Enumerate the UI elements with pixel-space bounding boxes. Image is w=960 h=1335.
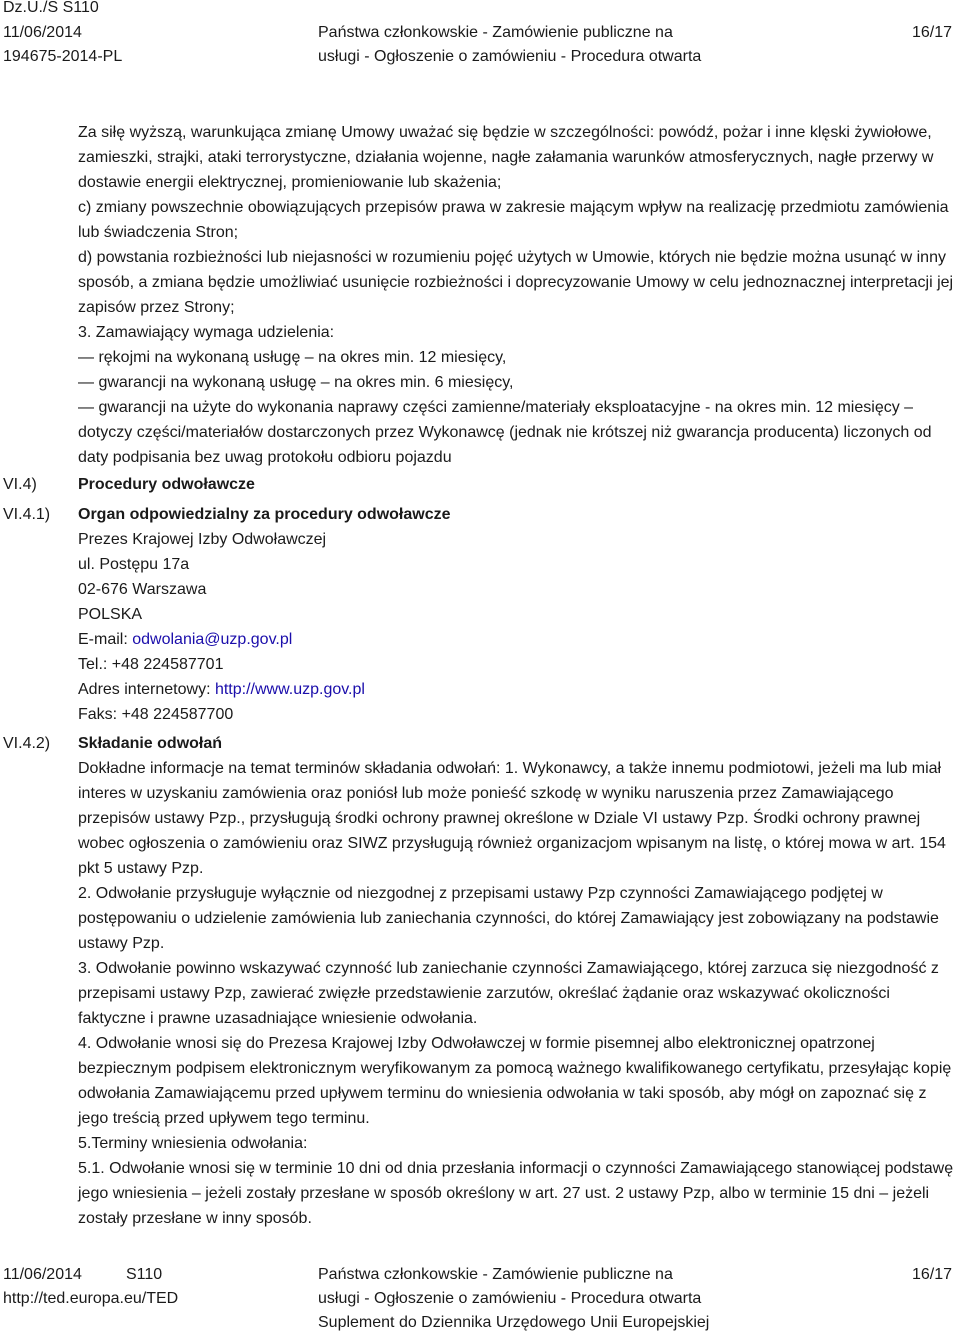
address-line: Prezes Krajowej Izby Odwoławczej [78,531,327,548]
section-vi42 [78,731,960,1231]
fax-row: Faks: +48 224587700 [78,706,234,723]
footer-supplement: Suplement do Dziennika Urzędowego Unii Europejskiej [318,1314,710,1331]
address-line: POLSKA [78,606,143,623]
email-link[interactable]: odwolania@uzp.gov.pl [132,631,293,648]
website-row [78,677,960,702]
website-label: Adres internetowy: [78,681,215,698]
header-title-line1: Państwa członkowskie - Zamówienie publiczne na [318,24,673,41]
paragraph: 3. Odwołanie powinno wskazywać czynność lub zaniechanie czynności Zamawiającego, której zarzuca się niezgodność z przepisami ustawy Pzp, zawierać zwięzłe przedstawienie zarzutów, określać żądanie oraz wskazywać okoliczności faktyczne i prawne uzasadniające wniesienie odwołania. [78,960,939,1027]
list-item: — gwarancji na użyte do wykonania naprawy części zamienne/materiały eksploatacyjne - na okres min. 12 miesięcy – dotyczy części/materiałów dostarczonych przez Wykonawcę (jednak nie krótszej niż gwarancja producenta) liczonych od daty podpisania bez uwag protokołu odbioru pojazdu [78,399,932,466]
list-item: — rękojmi na wykonaną usługę – na okres min. 12 miesięcy, [78,349,507,366]
phone-row: Tel.: +48 224587701 [78,656,224,673]
email-row [78,627,960,652]
address-line: 02-676 Warszawa [78,581,207,598]
address-line: ul. Postępu 17a [78,556,190,573]
paragraph: 3. Zamawiający wymaga udzielenia: [78,324,335,341]
section-number-vi41: VI.4.1) [3,506,51,523]
paragraph: 4. Odwołanie wnosi się do Prezesa Krajowej Izby Odwoławczej w formie pisemnej albo elektronicznej opatrzonej bezpiecznym podpisem elektronicznym weryfikowanym za pomocą ważnego kwalifikowanego certyfikatu, przesyłając kopię odwołania Zamawiającemu przed upływem terminu do wniesienia odwołania w taki sposób, aby mógł on zapoznać się z jego treścią przed upływem tego terminu. [78,1035,952,1127]
paragraph: 2. Odwołanie przysługuje wyłącznie od niezgodnej z przepisami ustawy Pzp czynności Zamawiającego podjętej w postępowaniu o udzielenie zamówienia lub zaniechania czynności, do której Zamawiający jest zobowiązany na podstawie ustawy Pzp. [78,885,939,952]
paragraph: d) powstania rozbieżności lub niejasności w rozumieniu pojęć użytych w Umowie, których nie będzie można usunąć w inny sposób, a zmiana będzie umożliwiać usunięcie rozbieżności i doprecyzowanie Umowy w celu jednoznacznej interpretacji jej zapisów przez Strony; [78,249,954,316]
website-link[interactable]: http://www.uzp.gov.pl [214,681,365,698]
section-title-vi41: Organ odpowiedzialny za procedury odwoławcze [78,506,451,523]
section-title-vi4: Procedury odwoławcze [78,476,255,493]
header-title-line2: usługi - Ogłoszenie o zamówieniu - Procedura otwarta [318,48,702,65]
email-label: E-mail: [78,631,133,648]
header-journal-ref: Dz.U./S S110 [3,0,99,16]
paragraph: 5.Terminy wniesienia odwołania: [78,1135,308,1152]
paragraph: Dokładne informacje na temat terminów składania odwołań: 1. Wykonawcy, a także innemu podmiotowi, jeżeli ma lub miał interes w uzyskaniu zamówienia oraz poniósł lub może ponieść szkodę w wyniku naruszenia przez Zamawiającego przepisów ustawy Pzp., przysługują środki ochrony prawnej określone w Dziale VI ustawy Pzp. Środki ochrony prawnej wobec ogłoszenia o zamówieniu oraz SIWZ przysługują również organizacjom wpisanym na listę, o której mowa w art. 154 pkt 5 ustawy Pzp. [78,760,946,877]
section-number-vi42: VI.4.2) [3,735,51,752]
section-vi41 [78,502,960,727]
list-item: — gwarancji na wykonaną usługę – na okres min. 6 miesięcy, [78,374,514,391]
footer-title-line1: Państwa członkowskie - Zamówienie publiczne na [318,1266,673,1283]
paragraph: 5.1. Odwołanie wnosi się w terminie 10 dni od dnia przesłania informacji o czynności Zamawiającego stanowiącej podstawę jego wniesienia – jeżeli zostały przesłane w sposób określony w art. 27 ust. 2 ustawy Pzp, albo w terminie 15 dni – jeżeli zostały przesłane w inny sposób. [78,1160,954,1227]
paragraph: c) zmiany powszechnie obowiązujących przepisów prawa w zakresie mającym wpływ na realizację przedmiotu zamówienia lub świadczenia Stron; [78,199,949,241]
header-date: 11/06/2014 [3,24,82,41]
section-title-vi42: Składanie odwołań [78,735,223,752]
paragraph: Za siłę wyższą, warunkująca zmianę Umowy uważać się będzie w szczególności: powódź, pożar i inne klęski żywiołowe, zamieszki, strajki, ataki terrorystyczne, działania wojenne, nagłe załamania warunków atmosferycznych, nagłe przerwy w dostawie energii elektrycznej, promieniowanie lub skażenia; [78,124,934,191]
intro-text [78,120,960,470]
footer-series: S110 [126,1266,163,1283]
footer-url[interactable]: http://ted.europa.eu/TED [3,1290,179,1307]
footer-date: 11/06/2014 [3,1266,82,1283]
section-number-vi4: VI.4) [3,476,37,493]
header-page-number: 16/17 [912,24,953,41]
footer-page-number: 16/17 [912,1266,953,1283]
header-notice-number: 194675-2014-PL [3,48,123,65]
footer-title-line2: usługi - Ogłoszenie o zamówieniu - Procedura otwarta [318,1290,702,1307]
